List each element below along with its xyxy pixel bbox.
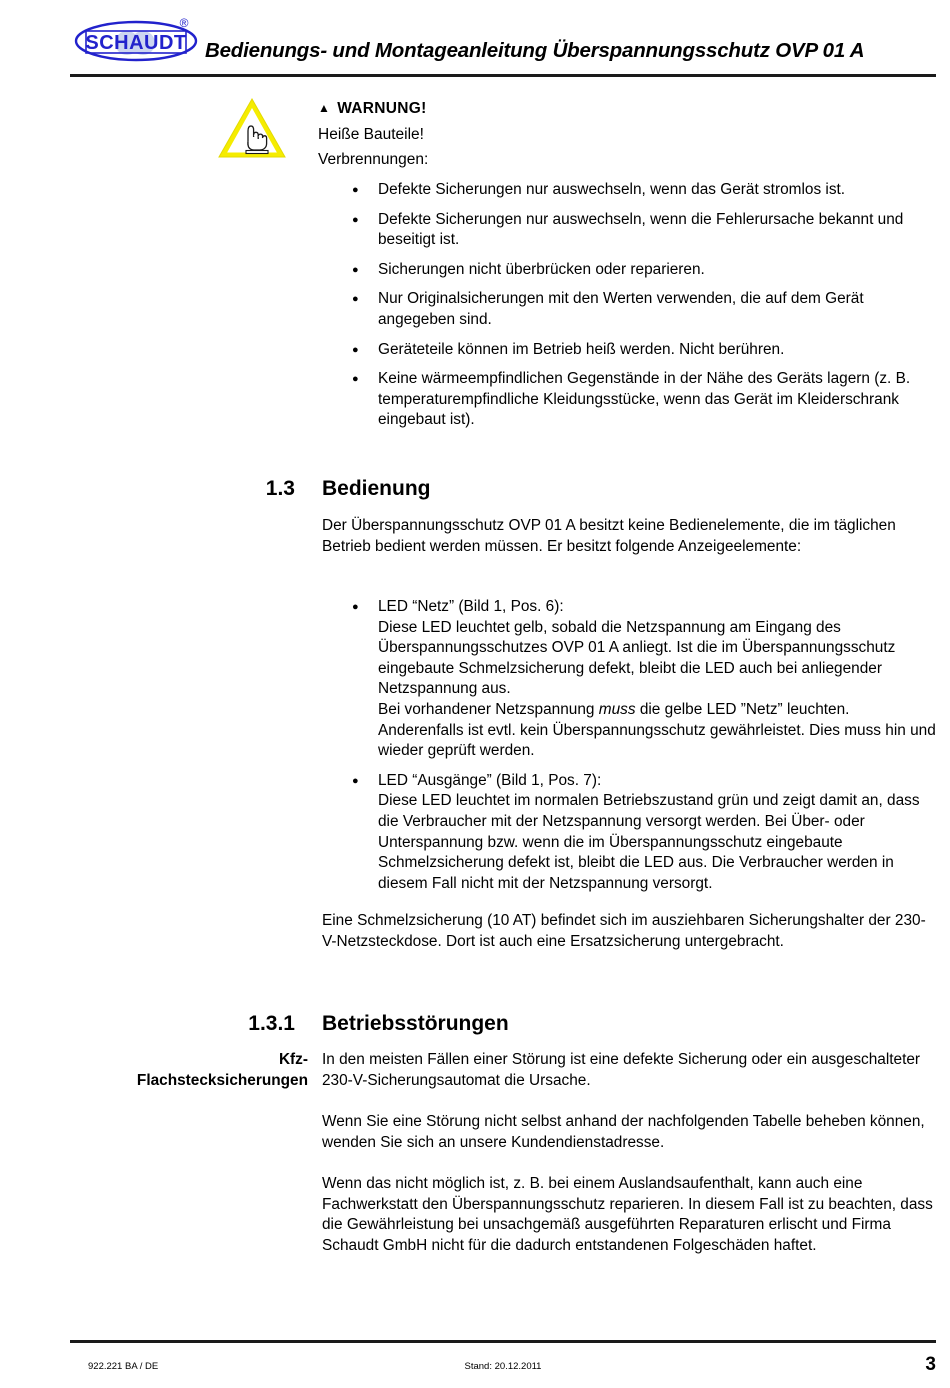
anzeigeelemente-bullet-list [348,597,938,903]
section-1-3-1-paragraph-3: Wenn das nicht möglich ist, z. B. bei einem Auslandsaufenthalt, kann auch eine Fachwerkstatt den Überspannungsschutz reparieren. In diesem Fall ist zu beachten, dass die Gewährleistung bei unsachgemäß ausgeführten Reparaturen erlischt und Firma Schaudt GmbH nicht für die dadurch entstandenen Folgeschäden haftet. [322,1175,933,1254]
schaudt-logo [72,14,212,64]
section-1-3-1-paragraph-2: Wenn Sie eine Störung nicht selbst anhand der nachfolgenden Tabelle beheben können, wenden Sie sich an unsere Kundendienstadresse. [322,1113,925,1151]
led-netz-body-1: Diese LED leuchtet gelb, sobald die Netzspannung am Eingang des Überspannungsschutzes OVP 01 A anliegt. Ist die im Überspannungsschutz eingebaute Schmelzsicherung defekt, bleibt die LED auch bei anliegender Netzspannung aus. [378,618,896,698]
margin-note-kfz [20,1050,308,1091]
svg-text:SCHAUDT: SCHAUDT [85,32,187,54]
margin-note-line-2: Flachstecksicherungen [136,1071,308,1089]
footer-doc-id: 922.221 BA / DE [88,1361,159,1372]
footer-page-number: 3 [925,1354,936,1375]
footer-divider [70,1340,936,1343]
warning-subline-1: Heiße Bauteile! [318,126,424,143]
led-ausgaenge-head: LED “Ausgänge” (Bild 1, Pos. 7): [378,771,602,789]
list-item: ● Sicherungen nicht überbrücken oder reparieren. [348,260,938,281]
led-netz-body-2-emphasis: muss [598,700,636,718]
section-heading-1-3 [265,477,431,500]
list-item: ● Keine wärmeempfindlichen Gegenstände in der Nähe des Geräts lagern (z. B. temperaturempfindliche Kleidungsstücke, wenn das Gerät im Kleiderschrank eingebaut ist). [348,369,938,431]
section-number-1-3-1: 1.3.1 [248,1012,295,1035]
list-item-led-netz [348,597,938,762]
list-item: ● Defekte Sicherungen nur auswechseln, wenn die Fehlerursache bekannt und beseitigt ist. [348,210,938,251]
warning-bullet-list [348,180,938,440]
section-number-1-3: 1.3 [265,477,295,500]
list-item: ● Nur Originalsicherungen mit den Werten verwenden, die auf dem Gerät angegeben sind. [348,289,938,330]
section-1-3-1-paragraph-1: In den meisten Fällen einer Störung ist eine defekte Sicherung oder ein ausgeschalteter 230-V-Sicherungsautomat die Ursache. [322,1051,921,1089]
section-1-3-closing-paragraph: Eine Schmelzsicherung (10 AT) befindet sich im ausziehbaren Sicherungshalter der 230-V-Netzsteckdose. Dort ist auch eine Ersatzsicherung untergebracht. [322,912,926,950]
warning-heading-block [318,96,718,172]
warning-title: WARNUNG! [337,100,427,117]
svg-text:®: ® [179,16,189,30]
warning-subline-2: Verbrennungen: [318,151,429,168]
list-item: ● Geräteteile können im Betrieb heiß werden. Nicht berühren. [348,340,938,361]
section-title-1-3: Bedienung [322,477,431,500]
margin-note-line-1: Kfz- [278,1051,308,1068]
section-1-3-intro: Der Überspannungsschutz OVP 01 A besitzt keine Bedienelemente, die im täglichen Betrieb bedient werden müssen. Er besitzt folgende Anzeigeelemente: [322,517,896,555]
header-divider [70,74,936,77]
footer-date: Stand: 20.12.2011 [464,1361,542,1372]
warning-title-line [318,96,718,122]
led-ausgaenge-body: Diese LED leuchtet im normalen Betriebszustand grün und zeigt damit an, dass die Verbraucher mit der Netzspannung versorgt werden. Bei Über- oder Unterspannung bzw. wenn die im Überspannungsschutz eingebaute Schmelzsicherung defekt ist, bleibt die LED aus. Die Verbraucher werden in diesem Fall nicht mit der Netzspannung versorgt. [378,792,920,892]
warning-triangle-icon [216,95,288,161]
list-item: ● Defekte Sicherungen nur auswechseln, wenn das Gerät stromlos ist. [348,180,938,201]
led-netz-body-2-post: die gelbe LED ”Netz” leuchten. Anderenfalls ist evtl. kein Überspannungsschutz gewährleistet. Dies muss hin und wieder geprüft werden. [378,700,936,760]
page-footer [70,1354,936,1380]
led-netz-body-2-pre: Bei vorhandener Netzspannung [378,700,599,718]
section-heading-1-3-1 [248,1012,509,1035]
warning-triangle-glyph: ▲ [318,101,331,115]
section-title-1-3-1: Betriebsstörungen [322,1012,509,1035]
page-header [0,0,950,80]
list-item-led-ausgaenge [348,771,938,895]
header-title: Bedienungs- und Montageanleitung Überspannungsschutz OVP 01 A [205,39,865,62]
led-netz-head: LED “Netz” (Bild 1, Pos. 6): [378,598,564,615]
